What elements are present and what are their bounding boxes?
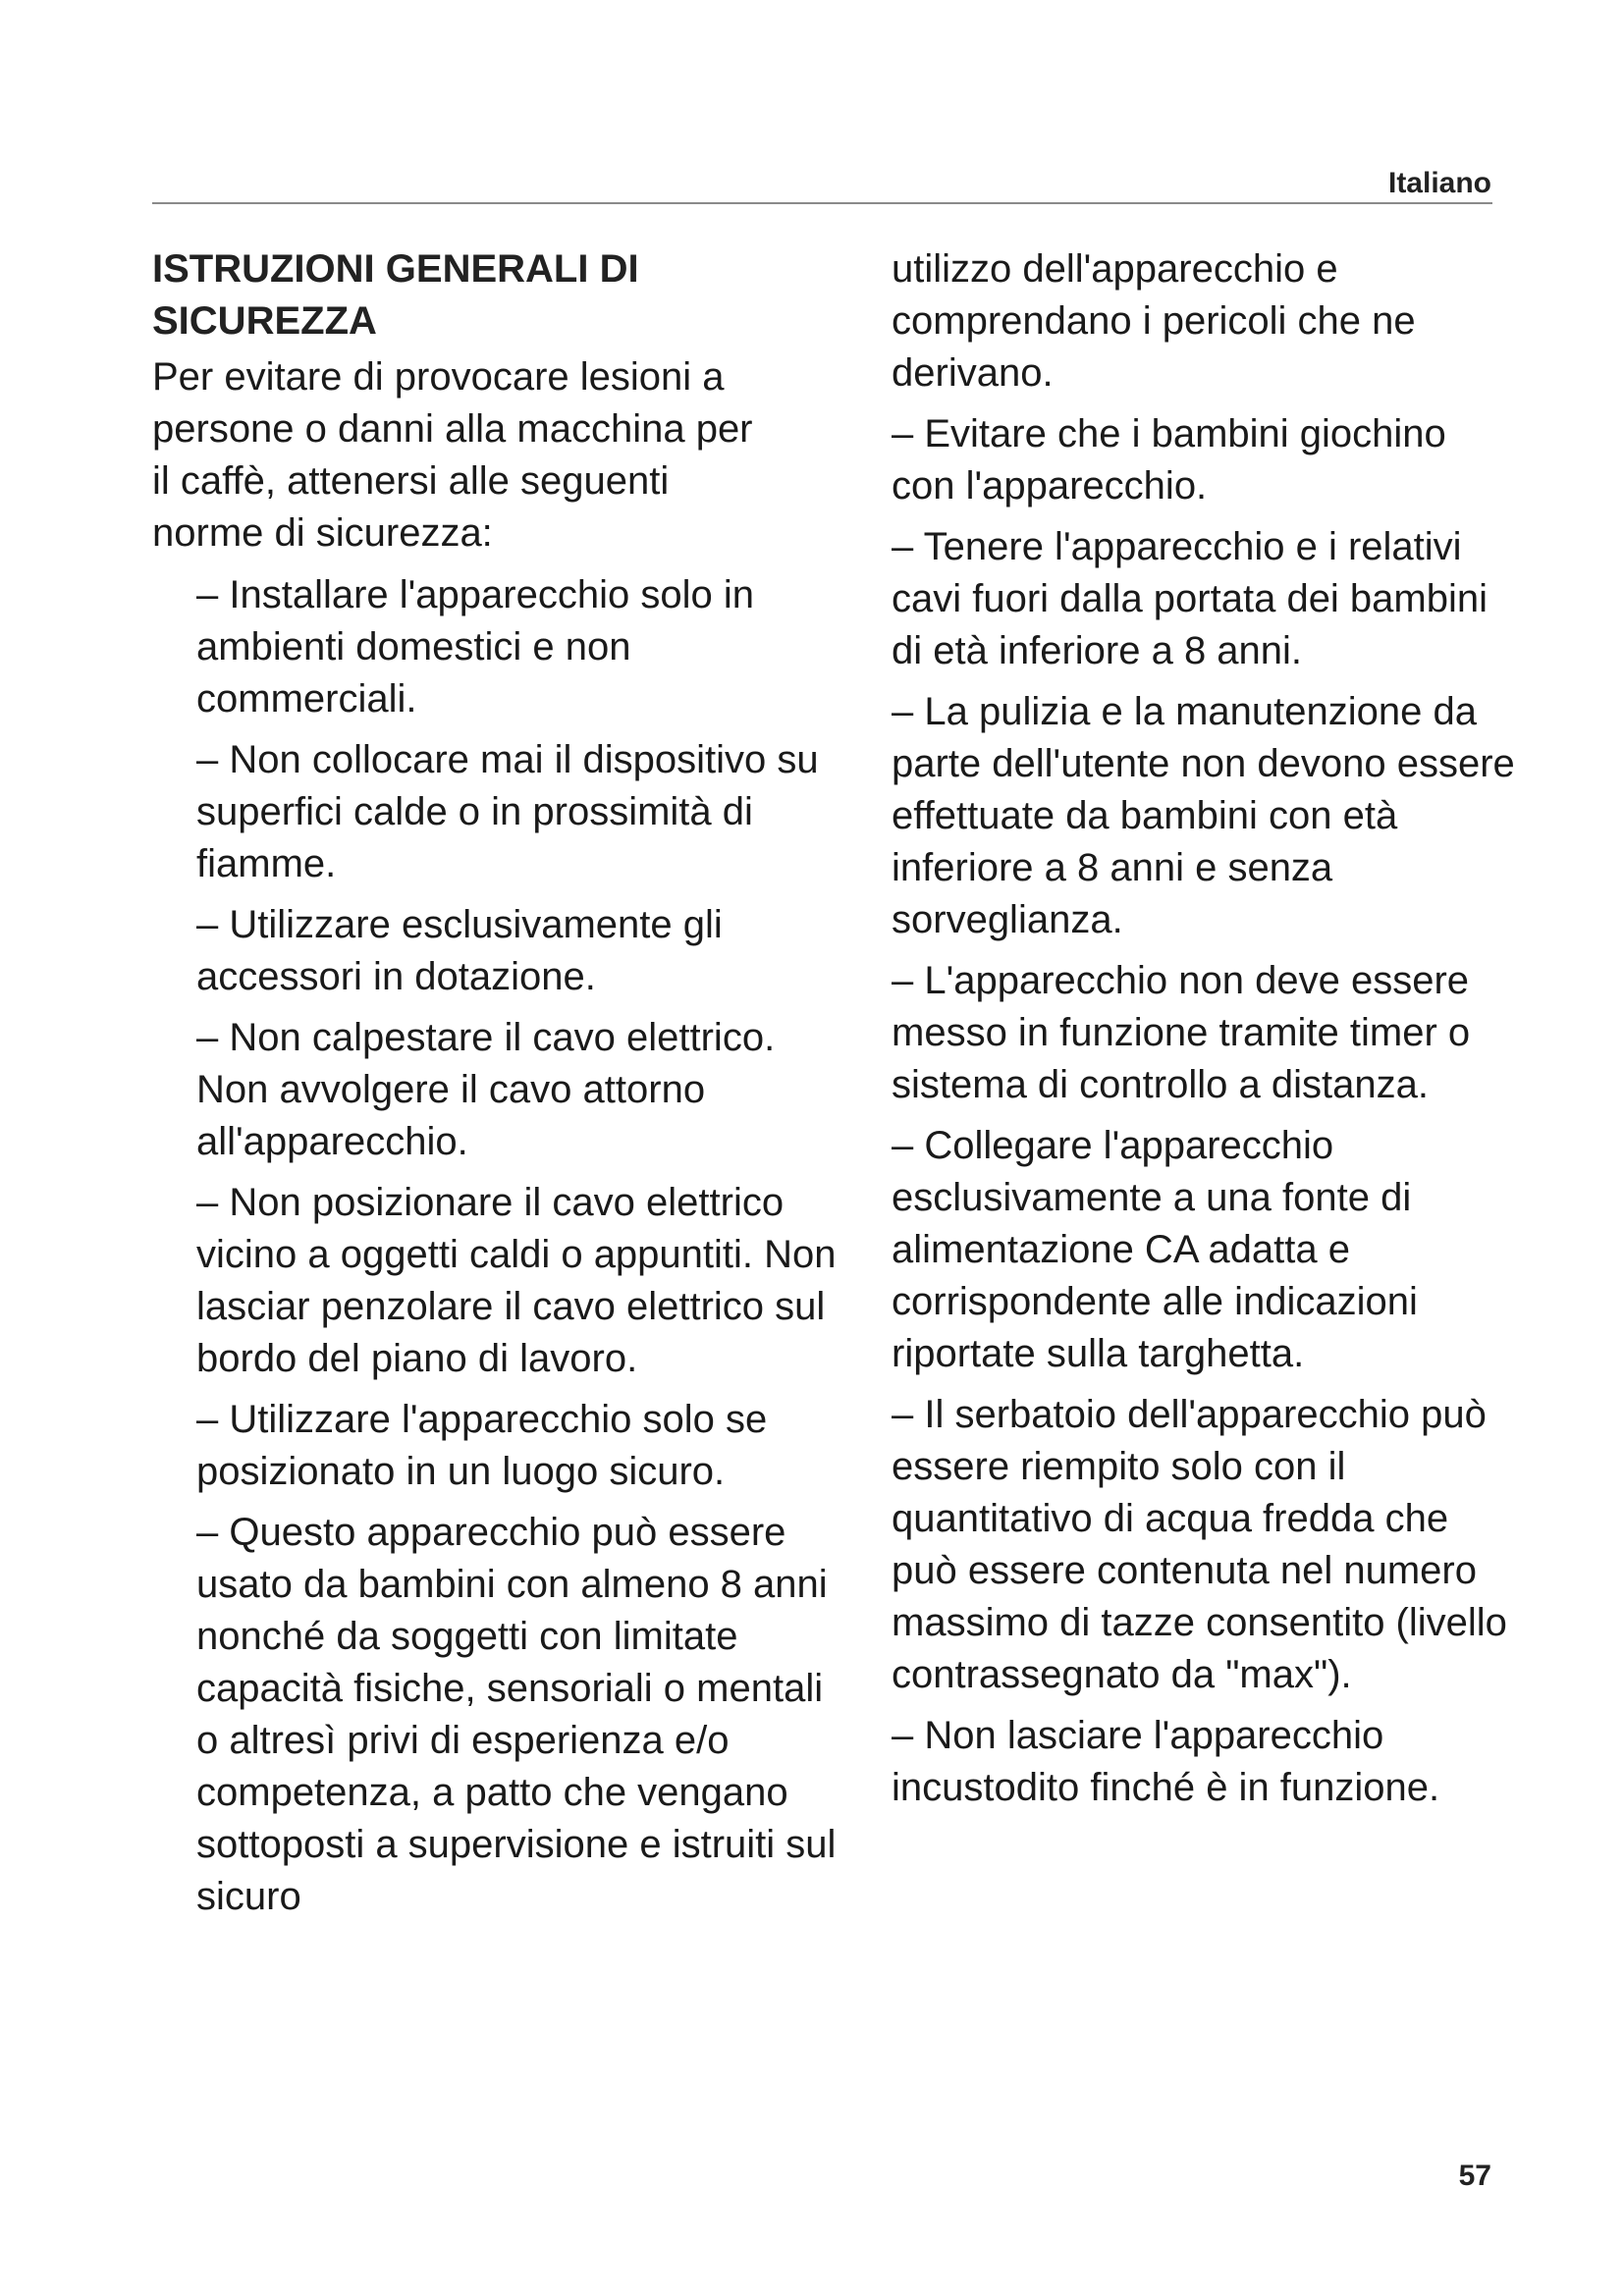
list-item: – Utilizzare l'apparecchio solo se posizionato in un luogo sicuro. (196, 1398, 768, 1493)
header-language: Italiano (1387, 167, 1491, 199)
list-item: – L'apparecchio non deve essere messo in funzione tramite timer o sistema di controllo a distanza. (892, 959, 1471, 1106)
safety-list-right (892, 408, 1520, 1814)
list-item: – Il serbatoio dell'apparecchio può essere riempito solo con il quantitativo di acqua fredda che può essere contenuta nel numero massimo di tazze consentito (livello contrassegnato da "max"). (892, 1393, 1507, 1696)
list-item: – Non calpestare il cavo elettrico. Non avvolgere il cavo attorno all'apparecchio. (196, 1016, 776, 1163)
list-item: – Evitare che i bambini giochino con l'apparecchio. (892, 412, 1446, 507)
list-item: – Questo apparecchio può essere usato da bambini con almeno 8 anni nonché da soggetti con limitate capacità fisiche, sensoriali o mentali o altresì privi di esperienza e/o competenza, a patto che vengano sottoposti a supervisione e istruiti sul sicuro (196, 1511, 837, 1918)
list-item: – Installare l'apparecchio solo in ambienti domestici e non commerciali. (196, 573, 754, 721)
intro-paragraph: Per evitare di provocare lesioni a persone o danni alla macchina per il caffè, attenersi alle seguenti norme di sicurezza: (152, 355, 753, 555)
continuation-paragraph: utilizzo dell'apparecchio e comprendano i pericoli che ne derivano. (892, 247, 1416, 395)
list-item: – Tenere l'apparecchio e i relativi cavi fuori dalla portata dei bambini di età inferiore a 8 anni. (892, 525, 1489, 672)
page-number: 57 (1458, 2160, 1491, 2192)
right-column (892, 243, 1520, 1823)
left-column (152, 243, 839, 1932)
list-item: – Non lasciare l'apparecchio incustodito finché è in funzione. (892, 1714, 1440, 1809)
list-item: – Utilizzare esclusivamente gli accessori in dotazione. (196, 903, 723, 998)
list-item: – Collegare l'apparecchio esclusivamente a una fonte di alimentazione CA adatta e corrispondente alle indicazioni riportate sulla targhetta. (892, 1124, 1418, 1375)
list-item: – Non posizionare il cavo elettrico vicino a oggetti caldi o appuntiti. Non lasciar penzolare il cavo elettrico sul bordo del piano di lavoro. (196, 1181, 837, 1380)
list-item: – La pulizia e la manutenzione da parte dell'utente non devono essere effettuate da bambini con età inferiore a 8 anni e senza sorveglianza. (892, 690, 1515, 941)
safety-list-left (152, 569, 839, 1923)
header-divider (152, 202, 1492, 204)
section-heading: ISTRUZIONI GENERALI DI SICUREZZA (152, 247, 639, 343)
list-item: – Non collocare mai il dispositivo su superfici calde o in prossimità di fiamme. (196, 738, 819, 885)
